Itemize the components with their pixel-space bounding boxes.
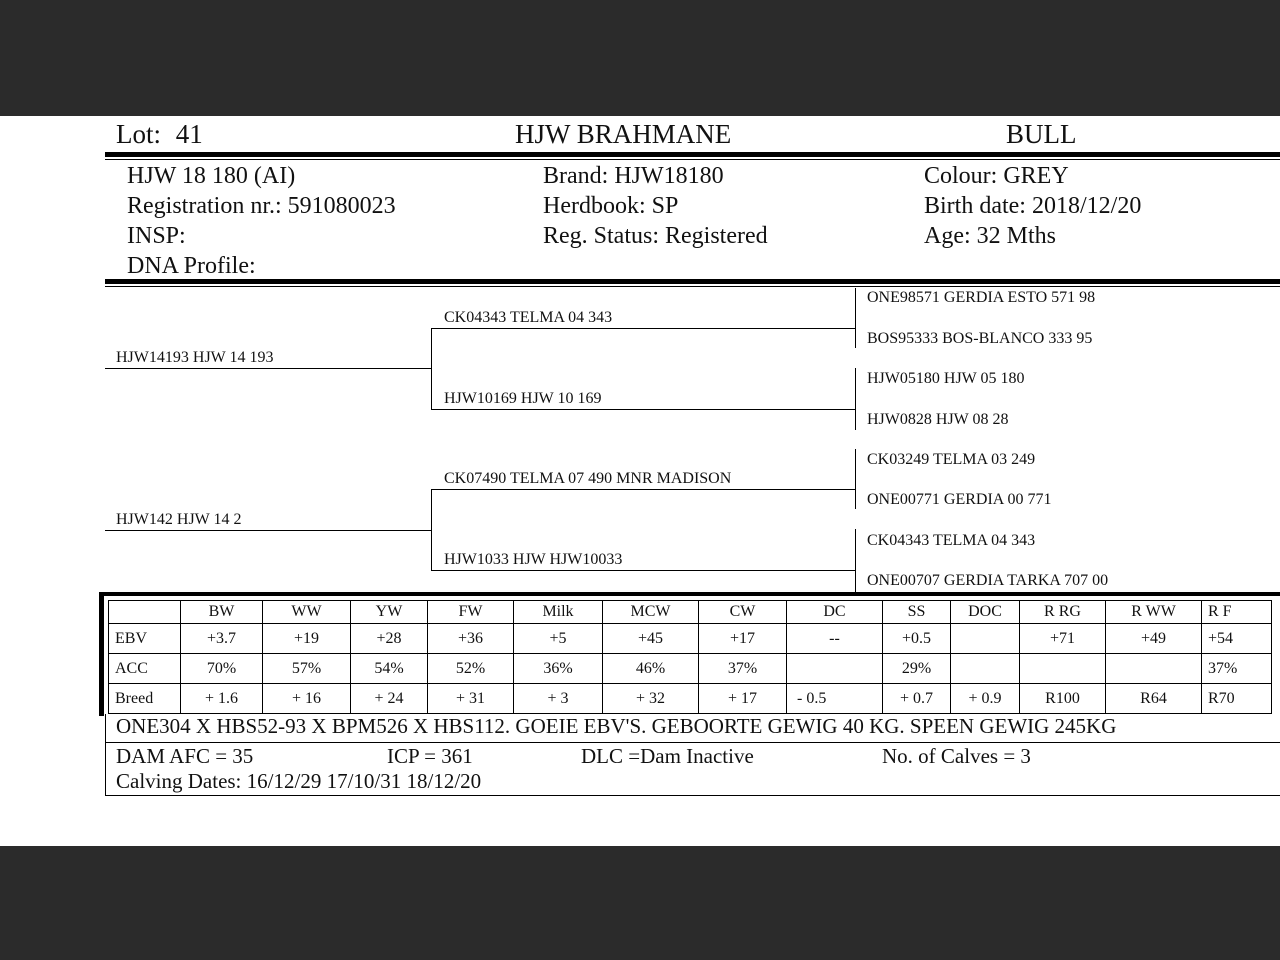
pedigree-line bbox=[105, 530, 431, 531]
breed-cell: R100 bbox=[1020, 684, 1106, 714]
pedigree-gg-5: CK03249 TELMA 03 249 bbox=[867, 451, 1036, 468]
breed-cell: + 31 bbox=[428, 684, 514, 714]
breed-cell: + 24 bbox=[351, 684, 428, 714]
pedigree-line bbox=[855, 288, 856, 348]
ebv-header-cell: YW bbox=[351, 601, 428, 624]
ebv-header-cell: DOC bbox=[951, 601, 1020, 624]
pedigree-dam-dam: HJW1033 HJW HJW10033 bbox=[444, 551, 623, 568]
ebv-cell: -- bbox=[787, 624, 883, 654]
acc-cell: 29% bbox=[883, 654, 951, 684]
breed-cell: R70 bbox=[1202, 684, 1272, 714]
ebv-header-cell: R WW bbox=[1106, 601, 1202, 624]
breed-cell: + 16 bbox=[263, 684, 351, 714]
birth-date-field: Birth date: 2018/12/20 bbox=[924, 193, 1142, 219]
breed-cell: + 3 bbox=[514, 684, 603, 714]
ebv-row bbox=[109, 624, 1272, 654]
ebv-header-cell: DC bbox=[787, 601, 883, 624]
ebv-header-cell: BW bbox=[181, 601, 263, 624]
pedigree-line bbox=[431, 328, 856, 329]
pedigree-gg-8: ONE00707 GERDIA TARKA 707 00 bbox=[867, 572, 1109, 589]
pedigree-gg-6: ONE00771 GERDIA 00 771 bbox=[867, 491, 1052, 508]
ebv-header-cell: CW bbox=[699, 601, 787, 624]
ebv-header-cell: FW bbox=[428, 601, 514, 624]
registration-number: Registration nr.: 591080023 bbox=[127, 193, 396, 219]
ebv-header-cell: Milk bbox=[514, 601, 603, 624]
ebv-header-cell: SS bbox=[883, 601, 951, 624]
pedigree-gg-4: HJW0828 HJW 08 28 bbox=[867, 411, 1009, 428]
acc-cell: 46% bbox=[603, 654, 699, 684]
ebv-cell: +45 bbox=[603, 624, 699, 654]
ebv-cell: +5 bbox=[514, 624, 603, 654]
pedigree-gg-1: ONE98571 GERDIA ESTO 571 98 bbox=[867, 289, 1096, 306]
pedigree-dam: HJW142 HJW 14 2 bbox=[116, 511, 242, 528]
info-rule-thin bbox=[105, 286, 1280, 287]
acc-cell bbox=[1106, 654, 1202, 684]
pedigree-line bbox=[431, 490, 432, 571]
acc-row-label: ACC bbox=[109, 654, 181, 684]
ebv-cell bbox=[951, 624, 1020, 654]
breed-cell: + 32 bbox=[603, 684, 699, 714]
dlc-value: DLC =Dam Inactive bbox=[581, 744, 754, 768]
age-field: Age: 32 Mths bbox=[924, 223, 1056, 249]
reg-status-field: Reg. Status: Registered bbox=[543, 223, 768, 249]
lot-label-text: Lot: bbox=[116, 119, 161, 149]
ebv-cell: +28 bbox=[351, 624, 428, 654]
dam-afc: DAM AFC = 35 bbox=[116, 744, 254, 768]
lot-label bbox=[116, 116, 203, 152]
ebv-cell: +17 bbox=[699, 624, 787, 654]
acc-cell: 57% bbox=[263, 654, 351, 684]
animal-title: HJW BRAHMANE bbox=[515, 119, 732, 149]
ebv-table bbox=[108, 600, 1272, 714]
pedigree-sire-sire: CK04343 TELMA 04 343 bbox=[444, 309, 613, 326]
pedigree-line bbox=[431, 570, 856, 571]
pedigree-dam-sire: CK07490 TELMA 07 490 MNR MADISON bbox=[444, 470, 732, 487]
herdbook-field: Herdbook: SP bbox=[543, 193, 679, 219]
acc-cell: 37% bbox=[699, 654, 787, 684]
header-rule-thin bbox=[105, 159, 1280, 160]
pedigree-line bbox=[855, 368, 856, 430]
ebv-row-label: EBV bbox=[109, 624, 181, 654]
info-rule bbox=[105, 279, 1280, 284]
ebv-cell: +0.5 bbox=[883, 624, 951, 654]
pedigree-line bbox=[855, 449, 856, 509]
calving-dates: Calving Dates: 16/12/29 17/10/31 18/12/20 bbox=[116, 769, 482, 793]
ebv-header-cell: R F bbox=[1202, 601, 1272, 624]
pedigree-sire: HJW14193 HJW 14 193 bbox=[116, 349, 274, 366]
ebv-cell: +49 bbox=[1106, 624, 1202, 654]
acc-cell: 52% bbox=[428, 654, 514, 684]
header-rule bbox=[105, 152, 1280, 157]
brand-field: Brand: HJW18180 bbox=[543, 163, 724, 189]
breed-row-label: Breed bbox=[109, 684, 181, 714]
acc-cell bbox=[787, 654, 883, 684]
pedigree-line bbox=[431, 328, 432, 409]
breed-row bbox=[109, 684, 1272, 714]
notes-separator bbox=[106, 742, 1280, 743]
breed-cell: + 0.7 bbox=[883, 684, 951, 714]
ebv-cell: +54 bbox=[1202, 624, 1272, 654]
ebv-header-cell bbox=[109, 601, 181, 624]
ebv-cell: +71 bbox=[1020, 624, 1106, 654]
animal-sex: BULL bbox=[1006, 119, 1077, 149]
lot-number: 41 bbox=[175, 119, 203, 149]
insp-field: INSP: bbox=[127, 223, 186, 249]
pedigree-line bbox=[105, 368, 431, 369]
ebv-header-cell: R RG bbox=[1020, 601, 1106, 624]
animal-id: HJW 18 180 (AI) bbox=[127, 163, 296, 189]
breeding-comment: ONE304 X HBS52-93 X BPM526 X HBS112. GOEIE EBV'S. GEBOORTE GEWIG 40 KG. SPEEN GEWIG 245KG bbox=[116, 714, 1117, 738]
acc-row bbox=[109, 654, 1272, 684]
acc-cell: 36% bbox=[514, 654, 603, 684]
ebv-header-cell: WW bbox=[263, 601, 351, 624]
number-of-calves: No. of Calves = 3 bbox=[882, 744, 1031, 768]
dna-profile: DNA Profile: bbox=[127, 253, 256, 279]
acc-cell bbox=[951, 654, 1020, 684]
lot-card bbox=[0, 116, 1280, 846]
breed-cell: + 17 bbox=[699, 684, 787, 714]
breed-cell: - 0.5 bbox=[787, 684, 883, 714]
acc-cell: 70% bbox=[181, 654, 263, 684]
breed-cell: + 1.6 bbox=[181, 684, 263, 714]
icp-value: ICP = 361 bbox=[387, 744, 473, 768]
ebv-cell: +3.7 bbox=[181, 624, 263, 654]
pedigree-line bbox=[855, 529, 856, 593]
pedigree-gg-3: HJW05180 HJW 05 180 bbox=[867, 370, 1025, 387]
acc-cell: 37% bbox=[1202, 654, 1272, 684]
ebv-header-row bbox=[109, 601, 1272, 624]
breed-cell: R64 bbox=[1106, 684, 1202, 714]
ebv-header-cell: MCW bbox=[603, 601, 699, 624]
ebv-cell: +36 bbox=[428, 624, 514, 654]
pedigree-line bbox=[431, 409, 856, 410]
pedigree-gg-7: CK04343 TELMA 04 343 bbox=[867, 532, 1036, 549]
ebv-cell: +19 bbox=[263, 624, 351, 654]
pedigree-gg-2: BOS95333 BOS-BLANCO 333 95 bbox=[867, 330, 1093, 347]
pedigree-sire-dam: HJW10169 HJW 10 169 bbox=[444, 390, 602, 407]
acc-cell bbox=[1020, 654, 1106, 684]
breed-cell: + 0.9 bbox=[951, 684, 1020, 714]
pedigree-line bbox=[431, 489, 856, 490]
colour-field: Colour: GREY bbox=[924, 163, 1069, 189]
acc-cell: 54% bbox=[351, 654, 428, 684]
notes-block bbox=[105, 714, 1280, 796]
